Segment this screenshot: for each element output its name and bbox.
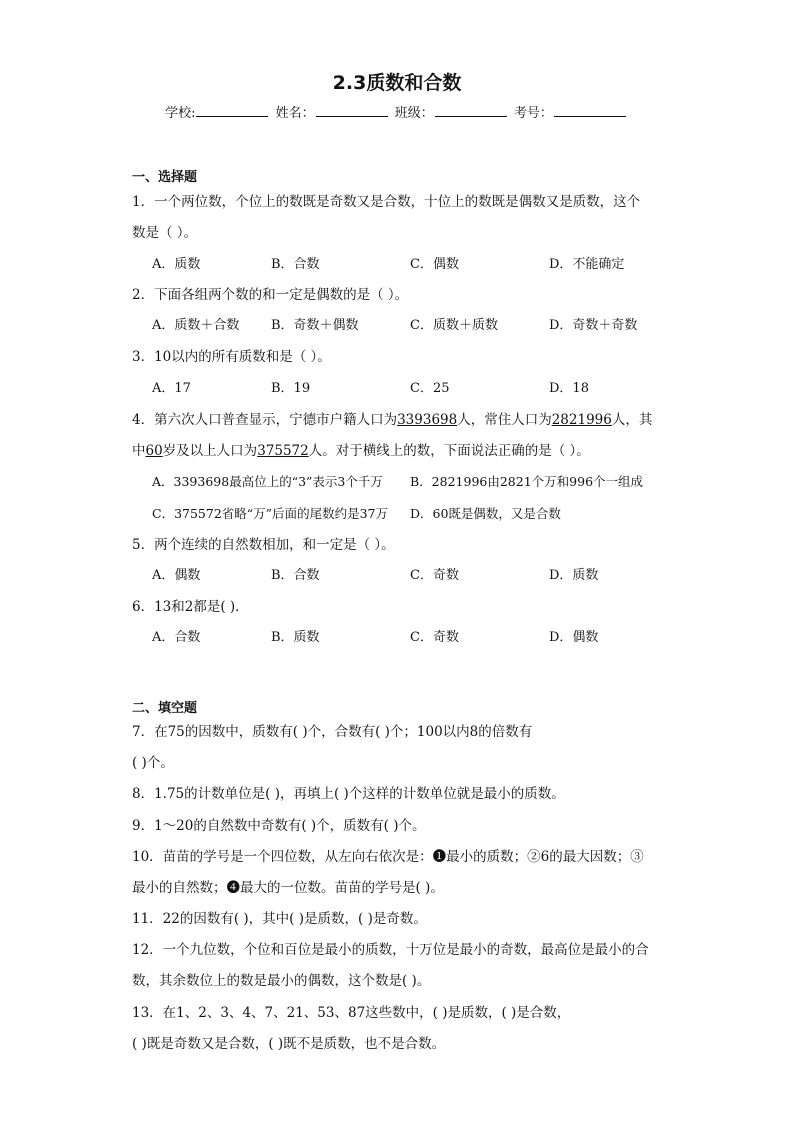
q4-text-b: 人，常住人口为	[457, 412, 552, 428]
q5-line1: 5．两个连续的自然数相加，和一定是（ ）。	[132, 537, 395, 553]
q7-line2: ( )个。	[132, 755, 174, 771]
q4-line2	[132, 442, 590, 460]
q13-line2: ( )既是奇数又是合数，( )既不是质数，也不是合数。	[132, 1036, 446, 1052]
q4-text-e: 岁及以上人口为	[162, 443, 258, 459]
q12-line1: 12．一个九位数，个位和百位是最小的质数，十万位是最小的奇数，最高位是最小的合	[132, 942, 649, 958]
class-blank[interactable]	[435, 104, 507, 117]
q1-option-d[interactable]: D．不能确定	[549, 257, 625, 272]
q1-option-b[interactable]: B．合数	[271, 257, 320, 272]
q4-option-b[interactable]: B．2821996由2821个万和996个一组成	[410, 474, 644, 489]
exam-number-blank[interactable]	[554, 104, 626, 117]
q2-option-b[interactable]: B．奇数＋偶数	[271, 318, 359, 333]
q5-option-c[interactable]: C．奇数	[410, 568, 459, 583]
student-info-line	[0, 102, 794, 121]
q2-option-a[interactable]: A．质数＋合数	[152, 318, 240, 333]
q10-line2: 最小的自然数；❹最大的一位数。苗苗的学号是( )。	[132, 880, 444, 896]
q3-option-c[interactable]: C．25	[410, 381, 450, 396]
q11-line1: 11．22的因数有( )，其中( )是质数，( )是奇数。	[132, 911, 427, 927]
q4-option-c[interactable]: C．375572省略“万”后面的尾数约是37万	[152, 506, 388, 521]
q1-line2: 数是（ ）。	[132, 225, 198, 241]
school-blank[interactable]	[196, 104, 268, 117]
q2-line1: 2．下面各组两个数的和一定是偶数的是（ ）。	[132, 287, 409, 303]
q2-option-c[interactable]: C．质数＋质数	[410, 318, 498, 333]
q4-text-a: 4．第六次人口普查显示，宁德市户籍人口为	[132, 412, 398, 428]
q4-number-4: 375572	[257, 443, 309, 459]
q3-option-b[interactable]: B．19	[271, 381, 311, 396]
q6-option-b[interactable]: B．质数	[271, 630, 320, 645]
q4-text-f: 人。对于横线上的数，下面说法正确的是（ ）。	[308, 443, 590, 459]
q6-option-d[interactable]: D．偶数	[549, 630, 599, 645]
name-label: 姓名：	[275, 106, 315, 121]
q3-option-a[interactable]: A．17	[152, 381, 191, 396]
q1-option-a[interactable]: A．质数	[152, 257, 201, 272]
q10-line1: 10．苗苗的学号是一个四位数，从左向右依次是：❶最小的质数；②6的最大因数；③	[132, 849, 644, 865]
q4-option-a[interactable]: A．3393698最高位上的“3”表示3个千万	[152, 474, 383, 489]
q4-number-1: 3393698	[397, 412, 458, 428]
q4-number-2: 2821996	[551, 412, 612, 428]
q5-option-b[interactable]: B．合数	[271, 568, 320, 583]
q1-line1: 1．一个两位数，个位上的数既是奇数又是合数，十位上的数既是偶数又是质数，这个	[132, 194, 641, 210]
q8-line1: 8．1.75的计数单位是( )，再填上( )个这样的计数单位就是最小的质数。	[132, 786, 565, 802]
name-blank[interactable]	[316, 104, 388, 117]
q4-text-d: 中	[132, 443, 146, 459]
q3-option-d[interactable]: D．18	[549, 381, 589, 396]
school-label: 学校:	[165, 106, 196, 121]
q12-line2: 数，其余数位上的数是最小的偶数，这个数是( )。	[132, 973, 431, 989]
q6-option-a[interactable]: A．合数	[152, 630, 201, 645]
q13-line1: 13．在1、2、3、4、7、21、53、87这些数中，( )是质数，( )是合数，	[132, 1005, 571, 1021]
q3-line1: 3．10以内的所有质数和是（ ）。	[132, 349, 331, 365]
q7-line1: 7．在75的因数中，质数有( )个，合数有( )个；100以内8的倍数有	[132, 724, 533, 740]
q6-option-c[interactable]: C．奇数	[410, 630, 459, 645]
section-choice-heading: 一、选择题	[132, 170, 198, 185]
q4-line1	[132, 411, 652, 429]
q5-option-d[interactable]: D．质数	[549, 568, 599, 583]
q5-option-a[interactable]: A．偶数	[152, 568, 201, 583]
q2-option-d[interactable]: D．奇数＋奇数	[549, 318, 638, 333]
q9-line1: 9．1～20的自然数中奇数有( )个，质数有( )个。	[132, 818, 426, 834]
page-title: 2.3质数和合数	[332, 72, 462, 94]
q4-option-d[interactable]: D．60既是偶数，又是合数	[410, 506, 561, 521]
section-fill-heading: 二、填空题	[132, 701, 198, 716]
q1-option-c[interactable]: C．偶数	[410, 257, 459, 272]
class-label: 班级：	[394, 106, 434, 121]
q6-line1: 6．13和2都是( )．	[132, 599, 249, 615]
exam-number-label: 考号：	[513, 106, 553, 121]
q4-number-3: 60	[145, 443, 163, 459]
q4-text-c: 人，其	[611, 412, 653, 428]
